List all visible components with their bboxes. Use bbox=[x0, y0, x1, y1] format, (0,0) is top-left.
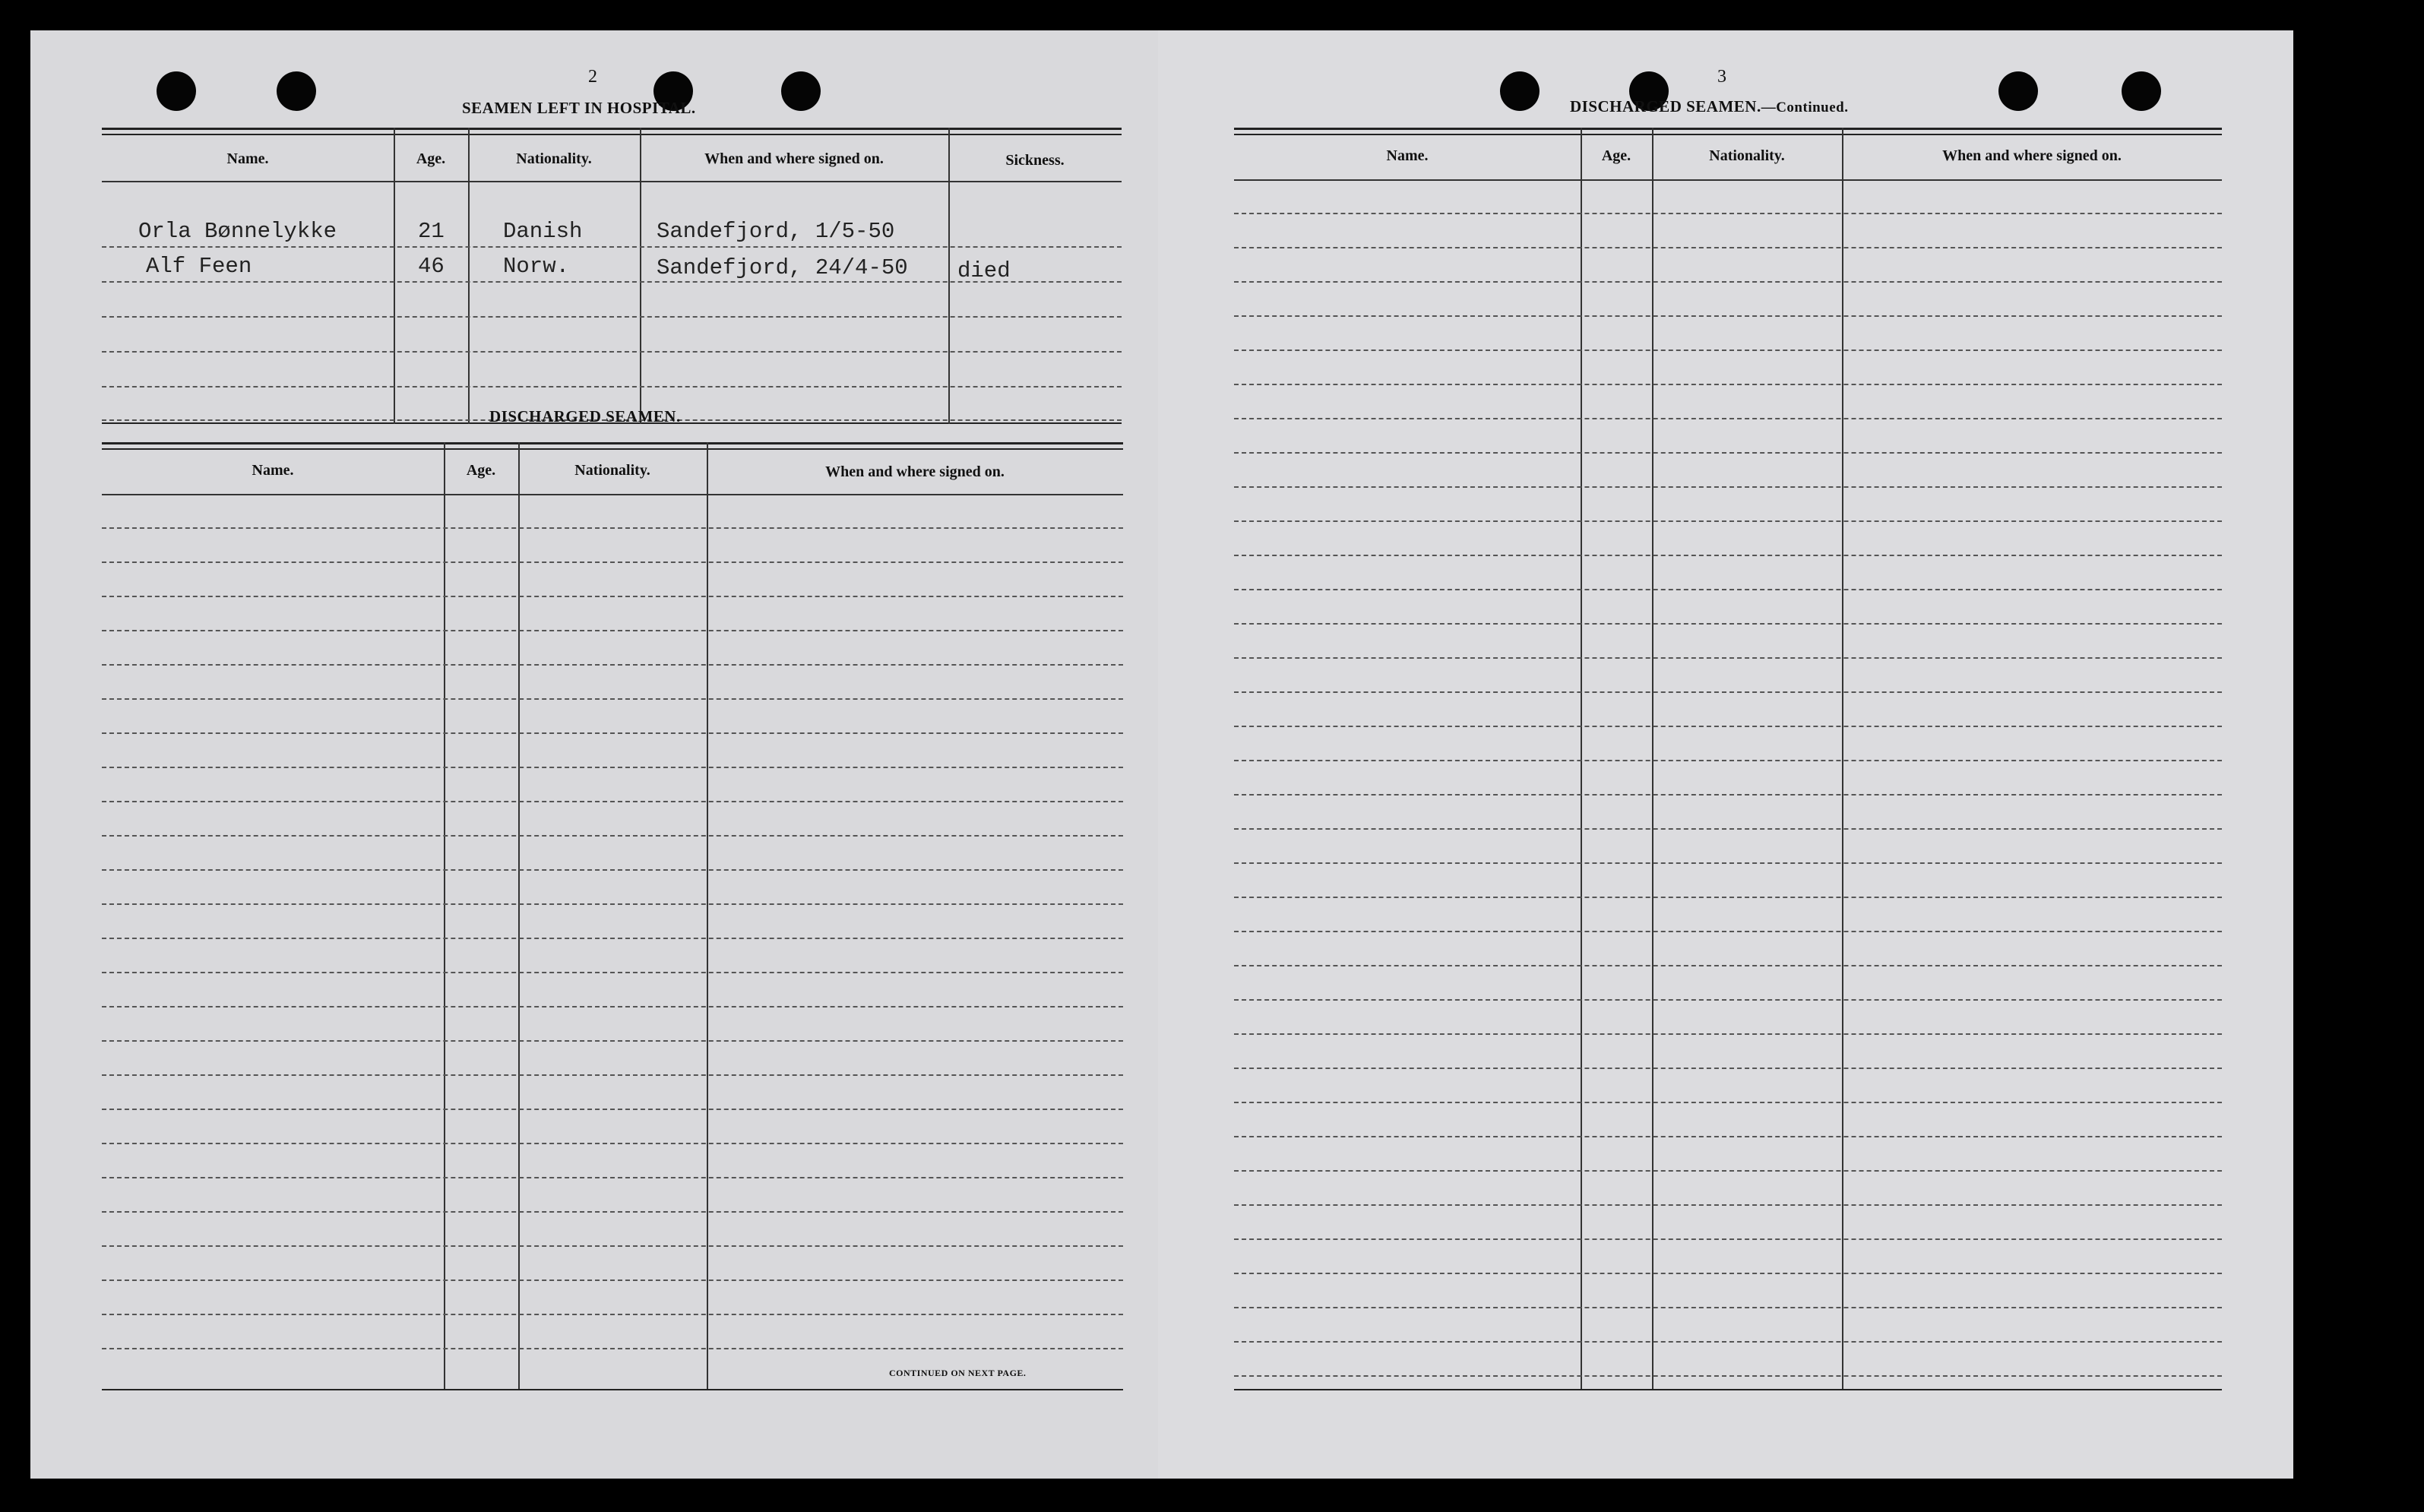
row-rule bbox=[1234, 1136, 2222, 1137]
row-rule bbox=[1234, 1341, 2222, 1343]
row-rule bbox=[1234, 555, 2222, 556]
row-rule bbox=[1234, 486, 2222, 488]
col-header-name: Name. bbox=[252, 462, 294, 479]
row-rule bbox=[1234, 726, 2222, 727]
col-header-signed-on: When and where signed on. bbox=[1942, 147, 2122, 164]
row-rule bbox=[102, 938, 1123, 939]
row-rule bbox=[1234, 1170, 2222, 1172]
row-rule bbox=[102, 1143, 1123, 1144]
row-rule bbox=[102, 561, 1123, 563]
row-rule bbox=[1234, 418, 2222, 419]
punch-hole bbox=[277, 71, 316, 111]
hospital-row-sickness: died bbox=[957, 258, 1011, 283]
title-continued: —Continued. bbox=[1761, 100, 1849, 115]
row-rule bbox=[1234, 623, 2222, 625]
row-rule bbox=[102, 903, 1123, 905]
col-header-age: Age. bbox=[416, 150, 446, 167]
hospital-row-signed-on: Sandefjord, 1/5-50 bbox=[657, 219, 895, 244]
hospital-row-nationality: Danish bbox=[503, 219, 583, 244]
row-rule bbox=[1234, 965, 2222, 966]
row-rule bbox=[102, 1348, 1123, 1349]
punch-hole bbox=[1998, 71, 2038, 111]
punch-hole bbox=[2122, 71, 2161, 111]
row-rule bbox=[102, 1280, 1123, 1281]
row-rule bbox=[102, 1211, 1123, 1213]
col-header-sickness: Sickness. bbox=[1005, 152, 1065, 169]
row-rule bbox=[1234, 384, 2222, 385]
discharged-section-title: DISCHARGED SEAMEN. bbox=[489, 407, 681, 425]
row-rule bbox=[1234, 1033, 2222, 1035]
row-rule bbox=[102, 1006, 1123, 1007]
left-page bbox=[30, 30, 1158, 1479]
hospital-row-nationality: Norw. bbox=[503, 254, 570, 279]
page-number: 3 bbox=[1717, 67, 1726, 87]
title-main: DISCHARGED SEAMEN. bbox=[1570, 97, 1761, 115]
row-rule bbox=[102, 630, 1123, 631]
table-bottom-rule bbox=[102, 1389, 1123, 1390]
hospital-row-signed-on: Sandefjord, 24/4-50 bbox=[657, 255, 908, 280]
page-number: 2 bbox=[588, 67, 597, 87]
row-rule bbox=[1234, 315, 2222, 317]
hospital-row-name: Alf Feen bbox=[146, 254, 252, 279]
row-rule bbox=[1234, 1273, 2222, 1274]
row-rule bbox=[102, 527, 1123, 529]
continued-footer: CONTINUED ON NEXT PAGE. bbox=[889, 1368, 1027, 1378]
punch-hole bbox=[781, 71, 821, 111]
row-rule bbox=[102, 1314, 1123, 1315]
row-rule bbox=[102, 732, 1123, 734]
row-rule bbox=[1234, 999, 2222, 1001]
discharged-table-continued bbox=[1234, 128, 2222, 1392]
row-rule bbox=[102, 972, 1123, 973]
row-rule bbox=[1234, 452, 2222, 454]
hospital-table bbox=[102, 128, 1122, 427]
punch-hole bbox=[1500, 71, 1540, 111]
row-rule bbox=[1234, 1375, 2222, 1377]
row-rule bbox=[1234, 213, 2222, 214]
row-rule bbox=[102, 835, 1123, 837]
row-rule bbox=[102, 1109, 1123, 1110]
row-rule bbox=[1234, 657, 2222, 659]
row-rule bbox=[102, 1074, 1123, 1076]
discharged-table bbox=[102, 442, 1123, 1392]
col-header-nationality: Nationality. bbox=[516, 150, 592, 167]
row-rule bbox=[102, 1245, 1123, 1247]
row-rule bbox=[1234, 1068, 2222, 1069]
col-header-name: Name. bbox=[226, 150, 269, 167]
col-header-age: Age. bbox=[1601, 147, 1631, 164]
right-page bbox=[1158, 30, 2293, 1479]
row-rule bbox=[102, 1040, 1123, 1042]
row-rule bbox=[1234, 760, 2222, 761]
row-rule bbox=[1234, 1307, 2222, 1308]
row-rule bbox=[102, 767, 1123, 768]
row-rule bbox=[1234, 794, 2222, 796]
col-header-age: Age. bbox=[466, 462, 496, 479]
row-rule bbox=[102, 801, 1123, 802]
row-rule bbox=[102, 869, 1123, 871]
row-rule bbox=[1234, 862, 2222, 864]
col-header-nationality: Nationality. bbox=[574, 462, 650, 479]
hospital-row-name: Orla Bønnelykke bbox=[138, 219, 337, 244]
row-rule bbox=[1234, 589, 2222, 590]
row-rule bbox=[1234, 520, 2222, 522]
row-rule bbox=[1234, 350, 2222, 351]
col-header-signed-on: When and where signed on. bbox=[825, 463, 1005, 480]
row-rule bbox=[1234, 1102, 2222, 1103]
col-header-nationality: Nationality. bbox=[1709, 147, 1785, 164]
row-rule bbox=[102, 1177, 1123, 1178]
row-rule bbox=[1234, 931, 2222, 932]
row-rule bbox=[102, 596, 1123, 597]
col-header-signed-on: When and where signed on. bbox=[704, 150, 884, 167]
row-rule bbox=[1234, 897, 2222, 898]
row-rule bbox=[1234, 1204, 2222, 1206]
discharged-continued-title bbox=[1570, 97, 1848, 116]
row-rule bbox=[1234, 247, 2222, 248]
row-rule bbox=[102, 664, 1123, 666]
row-rule bbox=[102, 698, 1123, 700]
hospital-section-title: SEAMEN LEFT IN HOSPITAL. bbox=[462, 99, 696, 117]
col-header-name: Name. bbox=[1386, 147, 1429, 164]
row-rule bbox=[1234, 691, 2222, 693]
row-rule bbox=[1234, 1238, 2222, 1240]
row-rule bbox=[1234, 828, 2222, 830]
row-rule bbox=[1234, 281, 2222, 283]
hospital-row-age: 46 bbox=[418, 254, 445, 279]
table-bottom-rule bbox=[1234, 1389, 2222, 1390]
hospital-row-age: 21 bbox=[418, 219, 445, 244]
punch-hole bbox=[157, 71, 196, 111]
